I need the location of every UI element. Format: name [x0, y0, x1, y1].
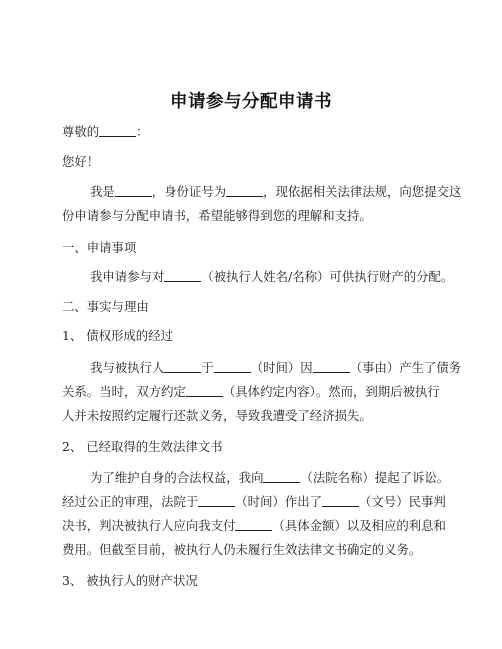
id-number-blank: [226, 184, 263, 197]
agreement-blank: [186, 384, 223, 397]
debtor-blank: [164, 360, 201, 373]
judgment-time-blank: [198, 494, 235, 507]
sub2-heading: 2、 已经取得的生效法律文书: [62, 439, 223, 454]
section1-line-1: [90, 269, 453, 285]
section1-heading: 一、申请事项: [62, 240, 137, 255]
section2-heading: 二、事实与理由: [62, 299, 149, 314]
sub1-line-2: [62, 384, 440, 400]
sub2-text-g: （具体金额）以及相应的利息和: [272, 518, 446, 533]
salutation-end: ：: [136, 124, 149, 139]
court-name-blank: [263, 470, 300, 483]
debtor-name-blank: [164, 269, 201, 282]
sub1-line-1: [90, 360, 461, 376]
sub2-text-a: 为了维护自身的合法权益，我向: [90, 470, 264, 485]
sub2-text-d: （时间）作出了: [235, 494, 323, 509]
sub1-text-d: （事由）产生了债务: [349, 360, 462, 375]
sub3-heading: 3、 被执行人的财产状况: [62, 573, 198, 588]
sub2-line-4: 费用。但截至目前，被执行人仍未履行生效法律文书确定的义务。: [62, 542, 422, 557]
sub1-text-f: （具体约定内容）。然而，到期后被执行: [222, 384, 440, 399]
sub1-line-3: 人并未按照约定履行还款义务，导致我遭受了经济损失。: [62, 408, 372, 423]
greeting-line: 您好！: [62, 154, 100, 169]
intro-text-b: ，身份证号为: [151, 184, 227, 199]
time-blank: [214, 360, 251, 373]
sub2-line-3: [62, 518, 446, 534]
intro-line-2: 份申请参与分配申请书，希望能够得到您的理解和支持。: [62, 208, 372, 223]
salutation-line: [62, 124, 149, 140]
sub1-heading: 1、 债权形成的经过: [62, 328, 173, 343]
sub1-text-b: 于: [201, 360, 214, 375]
sub1-text-a: 我与被执行人: [90, 360, 165, 375]
section1-text-b: （被执行人姓名/名称）可供执行财产的分配。: [201, 269, 454, 284]
name-blank: [115, 184, 152, 197]
sub2-text-b: （法院名称）提起了诉讼。: [300, 470, 450, 485]
sub1-text-c: （时间）因: [250, 360, 313, 375]
recipient-blank: [99, 124, 136, 137]
intro-line-1: [90, 184, 461, 200]
document-number-blank: [322, 494, 359, 507]
sub2-line-2: [62, 494, 446, 510]
sub2-text-c: 经过公正的审理，法院于: [62, 494, 199, 509]
document-title: 申请参与分配申请书: [170, 92, 332, 112]
intro-text-c: ，现依据相关法律法规，向您提交这: [263, 184, 462, 199]
sub2-line-1: [90, 470, 449, 486]
salutation-text: 尊敬的: [62, 124, 100, 139]
intro-text-a: 我是: [90, 184, 115, 199]
sub1-text-e: 关系。当时，双方约定: [62, 384, 186, 399]
sub2-text-e: （文号）民事判: [359, 494, 446, 509]
sub2-text-f: 决书，判决被执行人应向我支付: [62, 518, 236, 533]
section1-text-a: 我申请参与对: [90, 269, 165, 284]
reason-blank: [313, 360, 350, 373]
amount-blank: [235, 518, 272, 531]
